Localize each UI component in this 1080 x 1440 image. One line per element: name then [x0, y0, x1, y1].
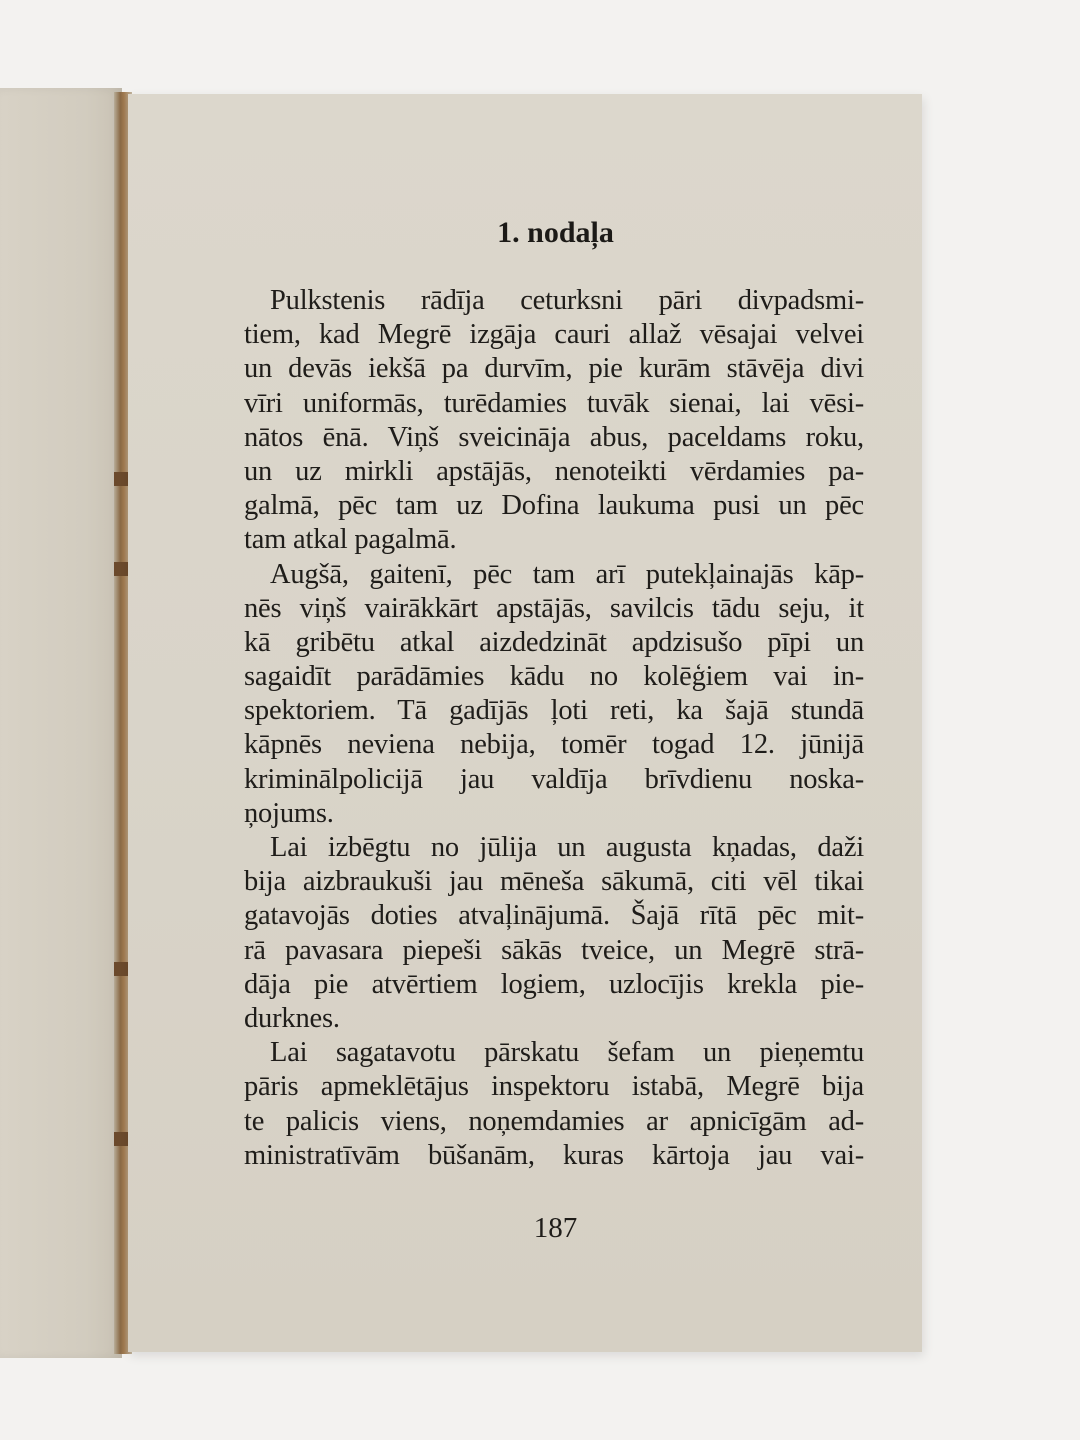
text-line: Lai sagatavotu pārskatu šefam un pieņemtu [270, 1037, 864, 1069]
text-line: un uz mirkli apstājās, nenoteikti vērdamies pa- [244, 455, 864, 487]
text-line: Augšā, gaitenī, pēc tam arī putekļainajās kāp- [270, 558, 864, 590]
text-line: te palicis viens, noņemdamies ar apnicīgām ad- [244, 1105, 864, 1137]
text-line: Pulkstenis rādīja ceturksni pāri divpadsmi- [270, 285, 864, 316]
text-line: kriminālpolicijā jau valdīja brīvdienu noska- [244, 763, 864, 795]
page-number: 187 [533, 1212, 578, 1244]
text-line: tam atkal pagalmā. [244, 524, 457, 556]
text-line: pāris apmeklētājus inspektoru istabā, Megrē bija [244, 1071, 864, 1103]
text-line: nātos ēnā. Viņš sveicināja abus, paceldams roku, [244, 421, 864, 453]
text-line: Lai izbēgtu no jūlija un augusta kņadas, daži [270, 832, 864, 863]
text-line: ministratīvām būšanām, kuras kārtoja jau vai- [244, 1139, 864, 1171]
text-line: kā gribētu atkal aizdedzināt apdzisušo pīpi un [244, 626, 864, 658]
chapter-title: 1. nodaļa [497, 216, 614, 249]
text-line: dāja pie atvērtiem logiem, uzlocījis krekla pie- [244, 968, 864, 1000]
body-text [244, 284, 864, 1173]
text-line: durknes. [244, 1002, 340, 1034]
text-line: gatavojās doties atvaļinājumā. Šajā rītā pēc mit- [244, 900, 864, 932]
text-line: tiem, kad Megrē izgāja cauri allaž vēsajai velvei [244, 319, 864, 351]
book-page [128, 94, 922, 1352]
text-line: un devās iekšā pa durvīm, pie kurām stāvēja divi [244, 353, 864, 385]
text-line: galmā, pēc tam uz Dofina laukuma pusi un pēc [244, 490, 864, 522]
text-line: vīri uniformās, turēdamies tuvāk sienai, lai vēsi- [244, 387, 864, 419]
text-line: kāpnēs neviena nebija, tomēr togad 12. jūnijā [244, 729, 864, 761]
text-line: bija aizbraukuši jau mēneša sākumā, citi vēl tikai [244, 866, 864, 898]
text-line: spektoriem. Tā gadījās ļoti reti, ka šajā stundā [244, 695, 864, 727]
previous-page [0, 88, 122, 1358]
text-line: ņojums. [244, 797, 334, 829]
text-line: rā pavasara piepeši sākās tveice, un Megrē strā- [244, 934, 864, 966]
text-line: nēs viņš vairākkārt apstājās, savilcis tādu seju, it [244, 592, 864, 624]
text-line: sagaidīt parādāmies kādu no kolēģiem vai in- [244, 661, 864, 693]
